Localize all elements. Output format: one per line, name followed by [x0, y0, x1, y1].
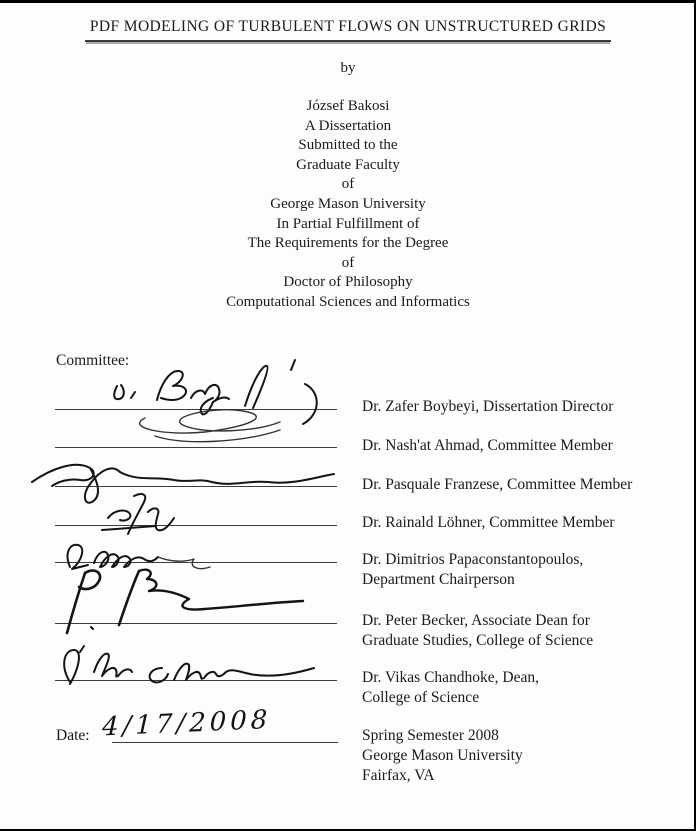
page-title: PDF MODELING OF TURBULENT FLOWS ON UNSTRUCTURED GRIDS — [85, 18, 611, 42]
member-label-line: Dr. Zafer Boybeyi, Dissertation Director — [362, 398, 614, 415]
preamble-line: In Partial Fulfillment of — [276, 215, 420, 232]
committee-member-label — [362, 436, 692, 456]
member-label-line: Graduate Studies, College of Science — [362, 632, 594, 649]
date-line — [112, 742, 338, 743]
preamble-line: The Requirements for the Degree — [247, 235, 449, 252]
committee-member-label — [362, 513, 692, 533]
preamble-line: Computational Sciences and Informatics — [226, 293, 470, 310]
committee-member-label — [362, 475, 692, 495]
semester-block — [362, 726, 523, 786]
member-label-line: Dr. Rainald Löhner, Committee Member — [362, 514, 615, 531]
signature-lohner — [92, 490, 187, 538]
member-label-line: Dr. Peter Becker, Associate Dean for — [362, 612, 590, 629]
date-label: Date: — [56, 727, 90, 744]
committee-member-label — [362, 611, 692, 651]
preamble-line: Submitted to the — [298, 137, 398, 154]
signature-chandhoke — [50, 644, 320, 690]
member-label-line: Dr. Vikas Chandhoke, Dean, — [362, 669, 540, 686]
semester-line: Spring Semester 2008 — [362, 727, 499, 744]
member-label-line: Dr. Dimitrios Papaconstantopoulos, — [362, 551, 584, 568]
committee-member-label — [362, 397, 692, 417]
signature-boybeyi — [95, 356, 330, 448]
member-label-line: Dr. Pasquale Franzese, Committee Member — [362, 476, 633, 493]
date-handwritten-value: 4/17/2008 — [101, 704, 272, 743]
scan-edge-top — [0, 0, 696, 3]
title-row — [0, 18, 696, 42]
member-label-line: Dr. Nash'at Ahmad, Committee Member — [362, 437, 613, 454]
preamble-line: of — [341, 176, 355, 193]
preamble-line: Graduate Faculty — [296, 156, 400, 173]
signature-becker — [55, 565, 310, 635]
preamble-line: Doctor of Philosophy — [283, 274, 413, 291]
preamble-line: A Dissertation — [304, 117, 392, 134]
member-label-line: Department Chairperson — [362, 571, 515, 588]
committee-member-label — [362, 668, 692, 708]
semester-line: Fairfax, VA — [362, 767, 435, 784]
semester-line: George Mason University — [362, 747, 523, 764]
preamble-line: József Bakosi — [306, 98, 390, 114]
committee-heading: Committee: — [56, 352, 130, 369]
preamble-line: of — [341, 254, 355, 271]
committee-member-label — [362, 550, 692, 590]
preamble-block — [0, 97, 696, 313]
preamble-line: George Mason University — [270, 195, 426, 212]
member-label-line: College of Science — [362, 689, 480, 706]
byline: by — [340, 60, 356, 76]
